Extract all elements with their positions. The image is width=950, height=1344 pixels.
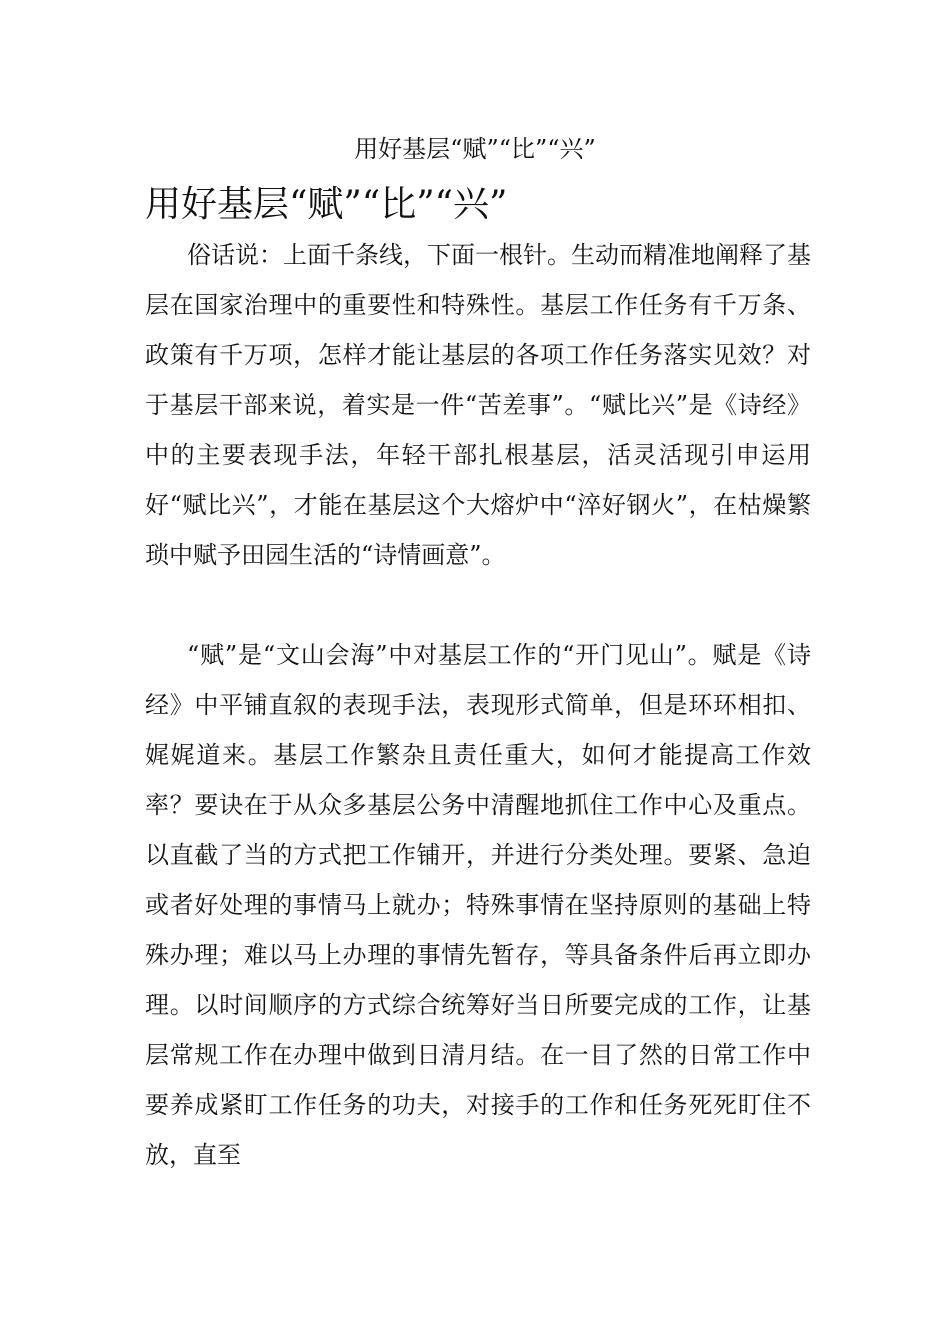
document-body xyxy=(145,180,811,1180)
paragraph-intro: 俗话说：上面千条线，下面一根针。生动而精准地阐释了基层在国家治理中的重要性和特殊性。基层工作任务有千万条、政策有千万项，怎样才能让基层的各项工作任务落实见效？对于基层干部来说，着实是一件“苦差事”。“赋比兴”是《诗经》中的主要表现手法，年轻干部扎根基层，活灵活现引申运用好“赋比兴”，才能在基层这个大熔炉中“淬好钢火”，在枯燥繁琐中赋予田园生活的“诗情画意”。 xyxy=(145,241,811,569)
document-subtitle: 用好基层“赋”“比”“兴” xyxy=(145,184,508,225)
paragraph-spacer xyxy=(145,580,811,630)
paragraph-fu: “赋”是“文山会海”中对基层工作的“开门见山”。赋是《诗经》中平铺直叙的表现手法，表现形式简单，但是环环相扣、娓娓道来。基层工作繁杂且责任重大，如何才能提高工作效率？要诀在于从众多基层公务中清醒地抓住工作中心及重点。以直截了当的方式把工作铺开，并进行分类处理。要紧、急迫或者好处理的事情马上就办；特殊事情在坚持原则的基础上特殊办理；难以马上办理的事情先暂存，等具备条件后再立即办理。以时间顺序的方式综合统筹好当日所要完成的工作，让基层常规工作在办理中做到日清月结。在一目了然的日常工作中要养成紧盯工作任务的功夫，对接手的工作和任务死死盯住不放，直至 xyxy=(145,641,811,1169)
document-title: 用好基层“赋”“比”“兴” xyxy=(354,135,596,163)
